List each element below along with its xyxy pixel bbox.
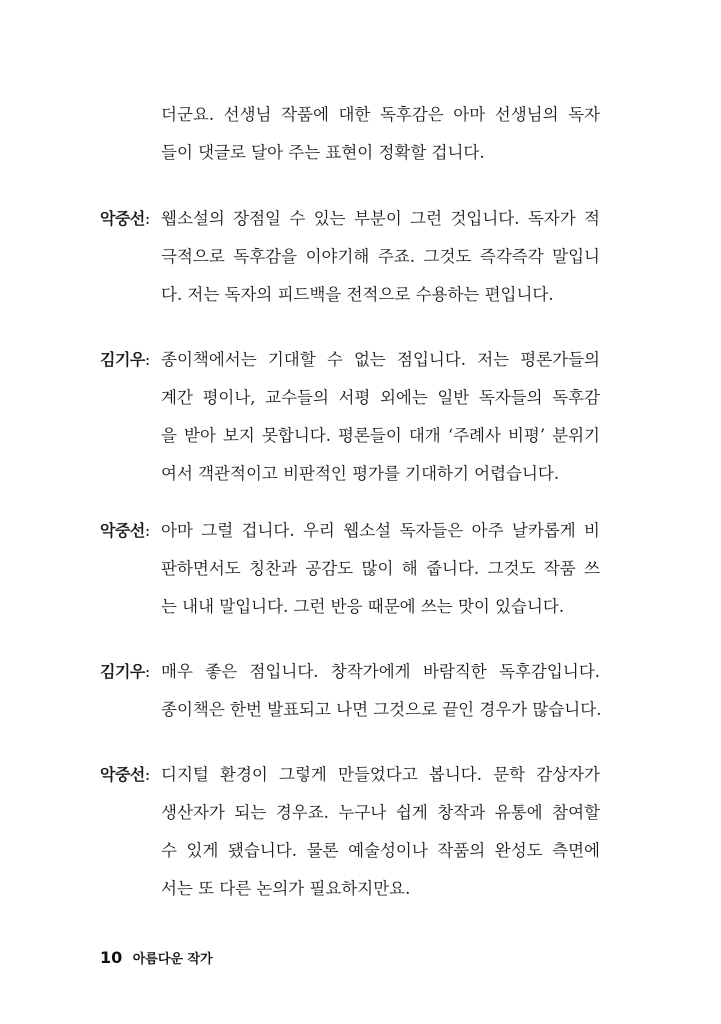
book-title: 아름다운 작가 [132, 952, 213, 967]
text-line: 생산자가 되는 경우죠. 누구나 쉽게 창작과 유통에 참여할 [161, 803, 600, 822]
line-text: 디지털 환경이 그렇게 만들었다고 봅니다. 문학 감상자가 [161, 765, 600, 784]
text-line: 다. 저는 독자의 피드백을 전적으로 수용하는 편입니다. [161, 285, 554, 304]
dialogue-block [100, 756, 600, 908]
speaker-label: 김기우: [100, 350, 150, 369]
text-line: 들이 댓글로 달아 주는 표현이 정확할 겁니다. [161, 143, 485, 162]
text-line: 수 있게 됐습니다. 물론 예술성이나 작품의 완성도 측면에 [161, 841, 600, 860]
page-number: 10 [100, 948, 123, 967]
text-line [100, 512, 600, 550]
speaker-label: 악중선: [100, 209, 150, 228]
text-line [100, 653, 600, 691]
text-line [100, 341, 600, 379]
line-text: 종이책에서는 기대할 수 없는 점입니다. 저는 평론가들의 [161, 350, 600, 369]
text-line: 더군요. 선생님 작품에 대한 독후감은 아마 선생님의 독자 [161, 105, 600, 124]
text-line: 극적으로 독후감을 이야기해 주죠. 그것도 즉각즉각 말입니 [161, 247, 600, 266]
text-line: 서는 또 다른 논의가 필요하지만요. [161, 879, 411, 898]
speaker-label: 악중선: [100, 765, 150, 784]
text-line [100, 756, 600, 794]
dialogue-block [100, 653, 600, 729]
dialogue-block [100, 341, 600, 493]
page-footer [100, 948, 213, 967]
text-line: 종이책은 한번 발표되고 나면 그것으로 끝인 경우가 많습니다. [161, 700, 602, 719]
speaker-label: 악중선: [100, 521, 150, 540]
speaker-label: 김기우: [100, 662, 150, 681]
line-text: 매우 좋은 점입니다. 창작가에게 바람직한 독후감입니다. [161, 662, 600, 681]
text-line: 계간 평이나, 교수들의 서평 외에는 일반 독자들의 독후감 [161, 388, 600, 407]
text-line: 을 받아 보지 못합니다. 평론들이 대개 ‘주례사 비평’ 분위기 [161, 426, 600, 445]
text-line [100, 200, 600, 238]
line-text: 아마 그럴 겁니다. 우리 웹소설 독자들은 아주 날카롭게 비 [161, 521, 600, 540]
text-line: 판하면서도 칭찬과 공감도 많이 해 줍니다. 그것도 작품 쓰 [161, 559, 600, 578]
line-text: 웹소설의 장점일 수 있는 부분이 그런 것입니다. 독자가 적 [161, 209, 600, 228]
dialogue-block [100, 512, 600, 626]
text-line: 여서 객관적이고 비판적인 평가를 기대하기 어렵습니다. [161, 464, 560, 483]
dialogue-block [100, 200, 600, 314]
dialogue-block-continuation [100, 96, 600, 172]
text-line: 는 내내 말입니다. 그런 반응 때문에 쓰는 맛이 있습니다. [161, 597, 565, 616]
